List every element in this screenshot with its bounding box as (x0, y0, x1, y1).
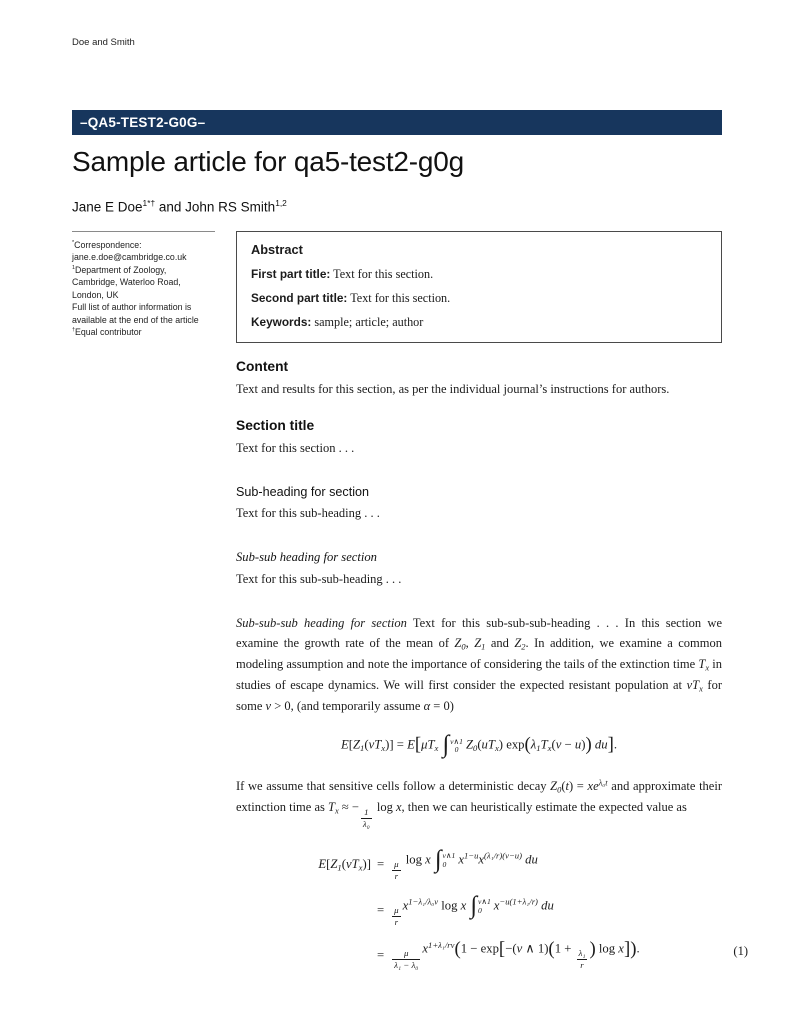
content-intro-paragraph: Text and results for this section, as per the individual journal’s instructions for authors. (236, 382, 670, 396)
keywords-text: sample; article; author (314, 314, 424, 329)
abstract-first-label: First part title: (251, 267, 331, 281)
author-2-name: John RS Smith (185, 199, 276, 215)
sub-sub-heading: Sub-sub heading for section (236, 550, 377, 564)
align-table (315, 842, 642, 977)
align-row-2 (315, 888, 642, 934)
second-paragraph: If we assume that sensitive cells follow a deterministic decay $Z_0(t) = xe^{\lambda_0t}$ and approximate their extinction time as $T_x$ ≈ − $\frac{1}{\text{λ₀}}$ log x, then we can heuristically estimate the expected value as (236, 777, 722, 829)
abstract-box (236, 231, 722, 343)
aligned-equations (236, 842, 748, 977)
align-row-3-rel: = (376, 947, 385, 962)
section-text: Text for this section . . . (236, 441, 355, 455)
align-row-3-rhs: $\frac{\mu}{\text{λ₁ − λ₀}}$ $x^{1+\lambda_1/rv}(1 - \exp[-(v$ ∧ 1)(1 + $\frac{\text{λ₁}}{r}$ ) log x]). (394, 938, 640, 971)
align-row-1-lhs: $E[Z_1(vT_x)]$ (318, 856, 371, 873)
section-title-heading: Section title (236, 418, 315, 433)
equal-contributor-line (72, 326, 215, 338)
correspondence-email: jane.e.doe@cambridge.co.uk (72, 252, 187, 263)
sub-sub-heading-text: Text for this sub-sub-heading . . . (236, 572, 402, 586)
author-1-marks: 1*† (142, 198, 156, 208)
affiliation-line-3: London, UK (72, 289, 119, 300)
affiliation-line-1 (72, 264, 215, 276)
align-row-1-rhs: $\frac{\mu}{r}$ log x ∫ v∧1 0 $x^{1-u}x^{(\lambda_1/r)(v-u)}$ du (394, 845, 538, 881)
running-header: Doe and Smith (72, 37, 135, 48)
sub-heading: Sub-heading for section (236, 485, 370, 499)
abstract-first-part (251, 266, 707, 283)
display-equation: $E[Z_1(vT_x)] = E[\mu T_x$ ∫ v∧1 0 $Z_0(uT_x) \exp(\lambda_1T_x(v - u))$ du]. (340, 731, 618, 759)
article-type-banner (72, 110, 722, 135)
main-column (236, 359, 748, 977)
abstract-heading: Abstract (251, 242, 303, 257)
abstract-keywords (251, 314, 707, 331)
full-author-list-note: Full list of author information is available at the end of the article (72, 302, 199, 325)
abstract-second-label: Second part title: (251, 290, 348, 305)
run-in-paragraph: Sub-sub-sub heading for section Text for this sub-sub-sub-heading . . . In this section we examine the growth rate of the mean of $Z_0$, $Z_1$ and $Z_2$. In addition, we examine a common modeling assumption and note the importance of considering the tails of the extinction time $T_x$ in studies of escape dynamics. We will first consider the expected resistant population at $vT_x$ for some v > 0, (and temporarily assume α = 0) (236, 616, 722, 714)
content-heading: Content (236, 359, 289, 374)
abstract-second-text: Text for this section. (350, 290, 451, 305)
equal-contributor-note: Equal contributor (75, 327, 142, 338)
align-row-2-lhs (315, 888, 374, 934)
align-row-3 (315, 934, 642, 977)
banner-label: –QA5-TEST2-G0G– (80, 115, 206, 130)
equal-contributor-marker: † (72, 327, 76, 334)
author-1-name: Jane E Doe (72, 199, 143, 215)
affiliation-marker: 1 (72, 265, 76, 272)
equation-number: (1) (733, 944, 748, 959)
align-row-1 (315, 842, 642, 888)
authors-line (72, 198, 287, 215)
correspondence-marker: * (72, 240, 75, 247)
align-row-2-rel: = (376, 903, 385, 918)
correspondence-label-line (72, 239, 215, 251)
article-title: Sample article for qa5-test2-g0g (72, 146, 465, 177)
affiliation-line-2: Cambridge, Waterloo Road, (72, 277, 181, 288)
align-row-2-rhs: $\frac{\mu}{r}$ $x^{1-\lambda_1/\lambda_0v}$ log x ∫ v∧1 0 $x^{-u(1+\lambda_1/r)}$ du (394, 891, 554, 927)
author-2-marks: 1,2 (275, 198, 287, 208)
abstract-second-part (251, 290, 707, 307)
affiliation-dept: Department of Zoology, (75, 264, 167, 275)
authors-joiner: and (155, 199, 186, 215)
align-row-3-lhs (315, 934, 374, 977)
author-info-sidebar (72, 231, 215, 339)
keywords-label: Keywords: (251, 314, 312, 329)
sub-heading-text: Text for this sub-heading . . . (236, 506, 380, 520)
abstract-first-text: Text for this section. (333, 267, 434, 281)
align-row-1-rel: = (376, 857, 385, 872)
correspondence-label: Correspondence: (74, 240, 142, 250)
